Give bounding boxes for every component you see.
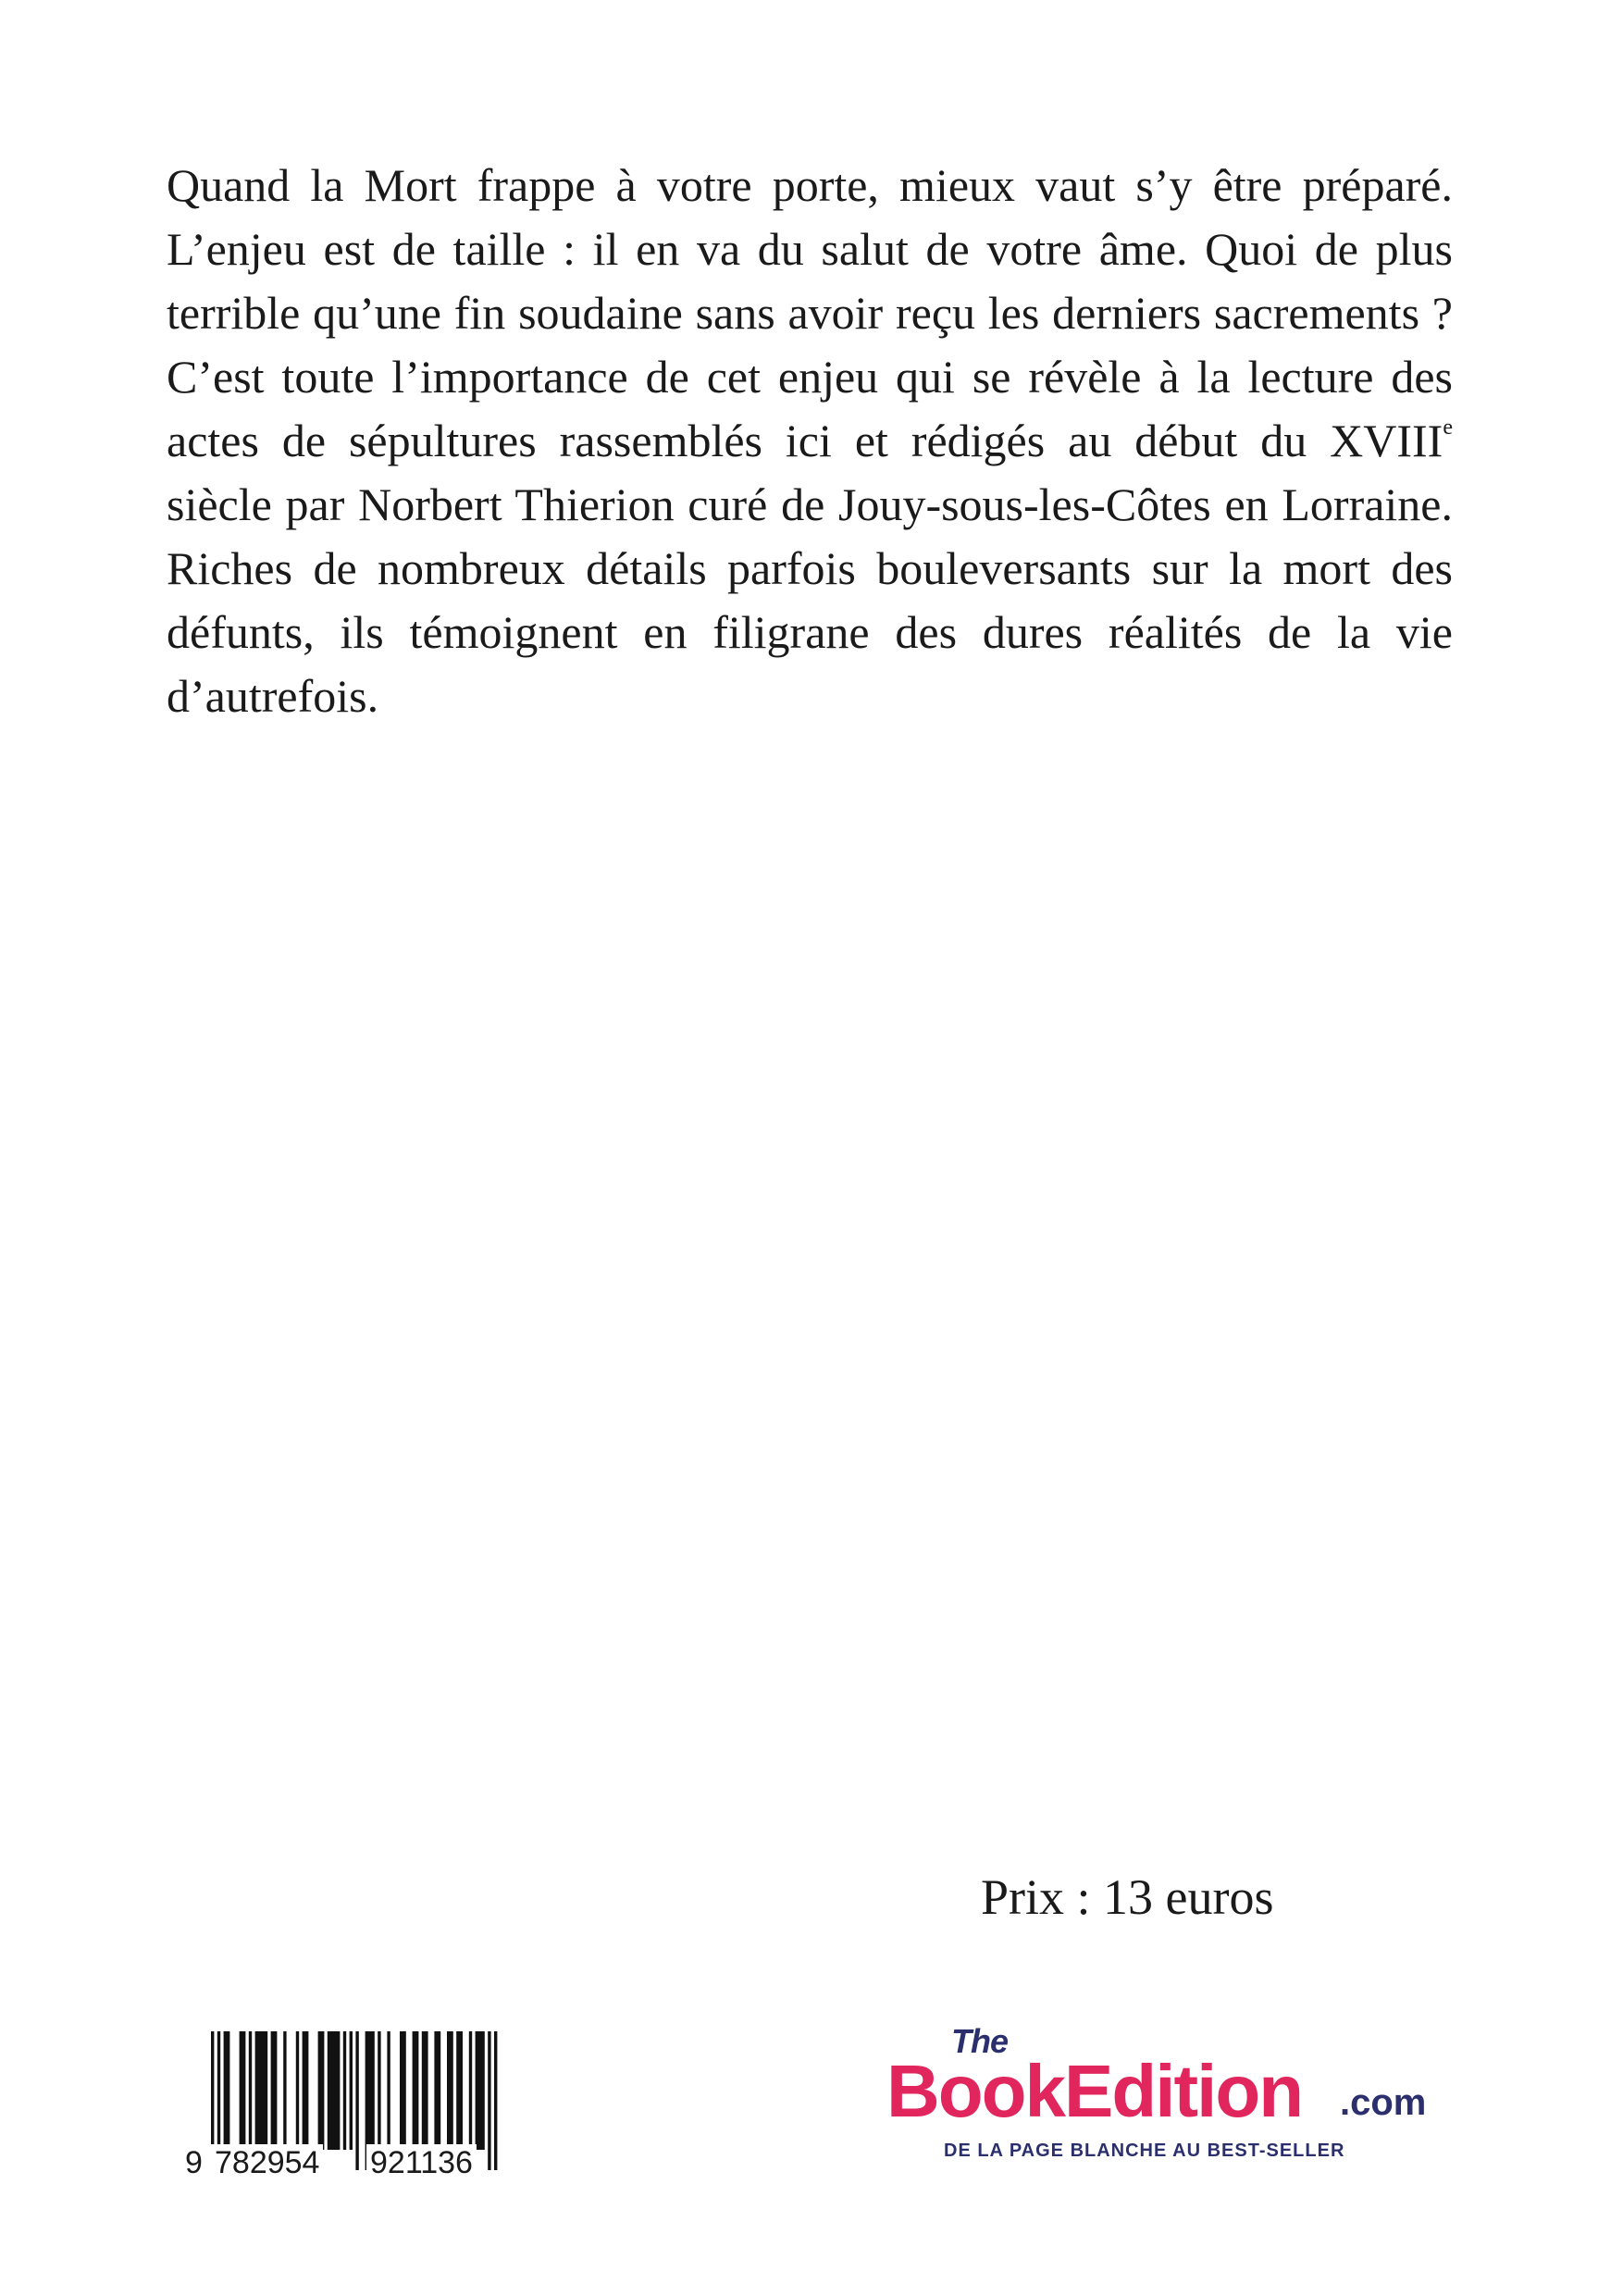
- blurb-text-part1: Quand la Mort frappe à votre porte, mieux vaut s’y être préparé. L’enjeu est de taille : il en va du salut de votre âme. Quoi de plus terrible qu’une fin soudaine sans avoir reçu les derniers sacrements ? C’est toute l’importance de cet enjeu qui se révèle à la lecture des actes de sépultures rassemblés ici et rédigés au début du XVIII: [167, 159, 1453, 466]
- barcode-bar: [303, 2031, 309, 2150]
- barcode-bar: [255, 2031, 268, 2150]
- barcode-bar: [413, 2031, 419, 2150]
- publisher-logo: [886, 2022, 1442, 2179]
- barcode-bar: [224, 2031, 230, 2150]
- isbn-left-group: 782954: [211, 2144, 323, 2181]
- barcode-bar: [283, 2031, 286, 2150]
- barcode-bar: [378, 2031, 380, 2150]
- barcode-bar: [296, 2031, 299, 2150]
- barcode-bar: [434, 2031, 440, 2150]
- isbn-right-group: 921136: [366, 2144, 477, 2181]
- logo-dotcom-text: .com: [1340, 2082, 1427, 2123]
- barcode-bar: [350, 2031, 353, 2150]
- barcode-bar: [249, 2031, 252, 2150]
- barcode-bar: [469, 2031, 472, 2150]
- barcode-bar: [400, 2031, 406, 2150]
- barcode-bar: [318, 2031, 325, 2150]
- blurb-century-superscript: e: [1443, 416, 1453, 440]
- barcode-bar: [387, 2031, 390, 2150]
- logo-the-text: The: [951, 2022, 1009, 2060]
- barcode-bar: [328, 2031, 341, 2150]
- barcode-bar: [447, 2031, 453, 2150]
- back-cover-blurb: [167, 154, 1453, 728]
- barcode-bar: [343, 2031, 346, 2150]
- blurb-text-part2: siècle par Norbert Thierion curé de Jouy-sous-les-Côtes en Lorraine. Riches de nombreux détails parfois bouleversants sur la mort des défunts, ils témoignent en filigrane des dures réalités de la vie d’autrefois.: [167, 478, 1453, 722]
- logo-brand-text: BookEdition: [886, 2050, 1303, 2132]
- barcode-bar: [422, 2031, 428, 2150]
- barcode-bar: [456, 2031, 463, 2150]
- isbn-first-digit: 9: [185, 2145, 203, 2180]
- isbn-number: [185, 2144, 518, 2181]
- barcode-bar: [240, 2031, 246, 2150]
- price-label: Prix : 13 euros: [981, 1869, 1274, 1925]
- logo-tagline: DE LA PAGE BLANCHE AU BEST-SELLER: [944, 2141, 1345, 2161]
- isbn-barcode: [185, 2031, 518, 2180]
- barcode-bar: [476, 2031, 485, 2150]
- barcode-bar: [271, 2031, 278, 2150]
